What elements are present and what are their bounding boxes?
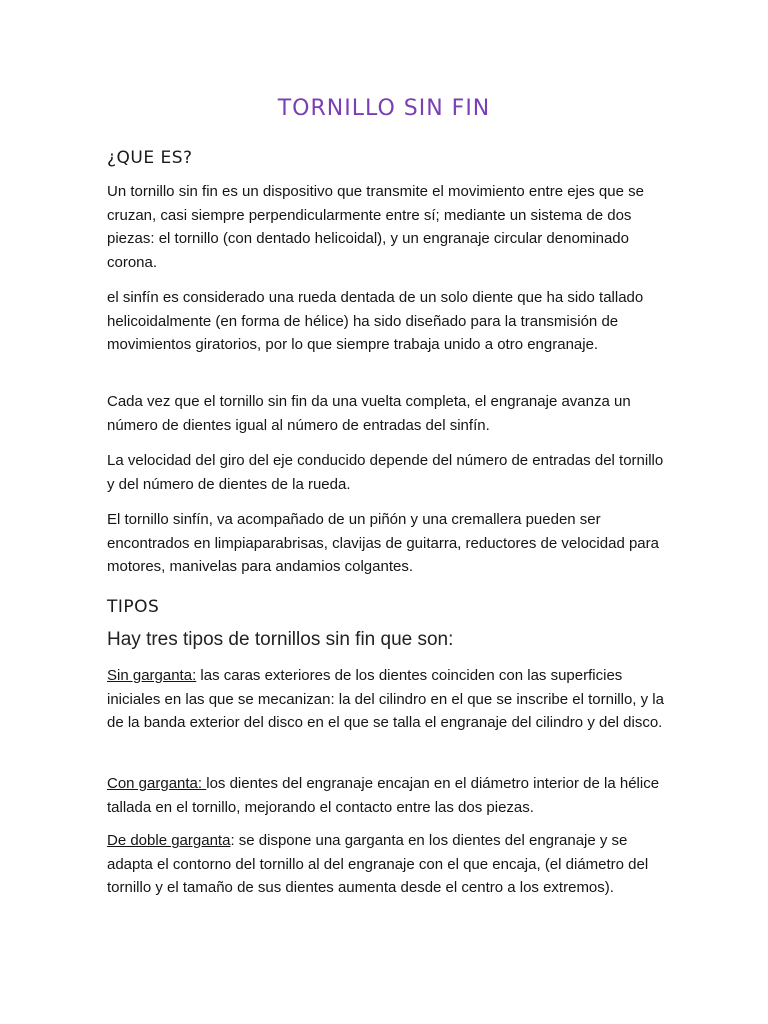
paragraph-velocidad: La velocidad del giro del eje conducido depende del número de entradas del tornillo y del número de dientes de la rueda. — [107, 452, 664, 493]
paragraph-tipos-intro: Hay tres tipos de tornillos sin fin que son: — [107, 629, 454, 650]
type-description: las caras exteriores de los dientes coinciden con las superficies iniciales en las que se mecanizan: la del cilindro en el que se inscribe el tornillo, y la de la banda exterior del disco en el que se talla el engranaje del cilindro y del disco. — [107, 667, 664, 731]
paragraph-aplicaciones: El tornillo sinfín, va acompañado de un piñón y una cremallera pueden ser encontrados en limpiaparabrisas, clavijas de guitarra, reductores de velocidad para motores, manivelas para andamios colgantes. — [107, 511, 659, 575]
section-heading-tipos: TIPOS — [107, 597, 160, 617]
document-title: TORNILLO SIN FIN — [277, 96, 491, 121]
type-term: Con garganta: — [107, 775, 207, 792]
type-item-sin-garganta — [107, 664, 667, 735]
type-term: De doble garganta — [107, 832, 231, 849]
type-item-con-garganta — [107, 772, 667, 819]
paragraph-vuelta-completa: Cada vez que el tornillo sin fin da una vuelta completa, el engranaje avanza un número de dientes igual al número de entradas del sinfín. — [107, 393, 631, 434]
section-heading-que-es: ¿QUE ES? — [107, 148, 193, 168]
paragraph-definition: Un tornillo sin fin es un dispositivo que transmite el movimiento entre ejes que se cruzan, casi siempre perpendicularmente entre sí; mediante un sistema de dos piezas: el tornillo (con dentado helicoidal), y un engranaje circular denominado corona. — [107, 183, 644, 271]
type-item-doble-garganta — [107, 829, 667, 900]
paragraph-sinfin-rueda: el sinfín es considerado una rueda dentada de un solo diente que ha sido tallado helicoidalmente (en forma de hélice) ha sido diseñado para la transmisión de movimientos giratorios, por lo que siempre trabaja unido a otro engranaje. — [107, 289, 644, 353]
type-description: los dientes del engranaje encajan en el diámetro interior de la hélice tallada en el tornillo, mejorando el contacto entre las dos piezas. — [107, 775, 660, 816]
type-description: : se dispone una garganta en los dientes del engranaje y se adapta el contorno del tornillo al del engranaje con el que encaja, (el diámetro del tornillo y el tamaño de sus dientes aumenta desde el centro a los extremos). — [107, 832, 649, 896]
type-term: Sin garganta: — [107, 667, 197, 684]
